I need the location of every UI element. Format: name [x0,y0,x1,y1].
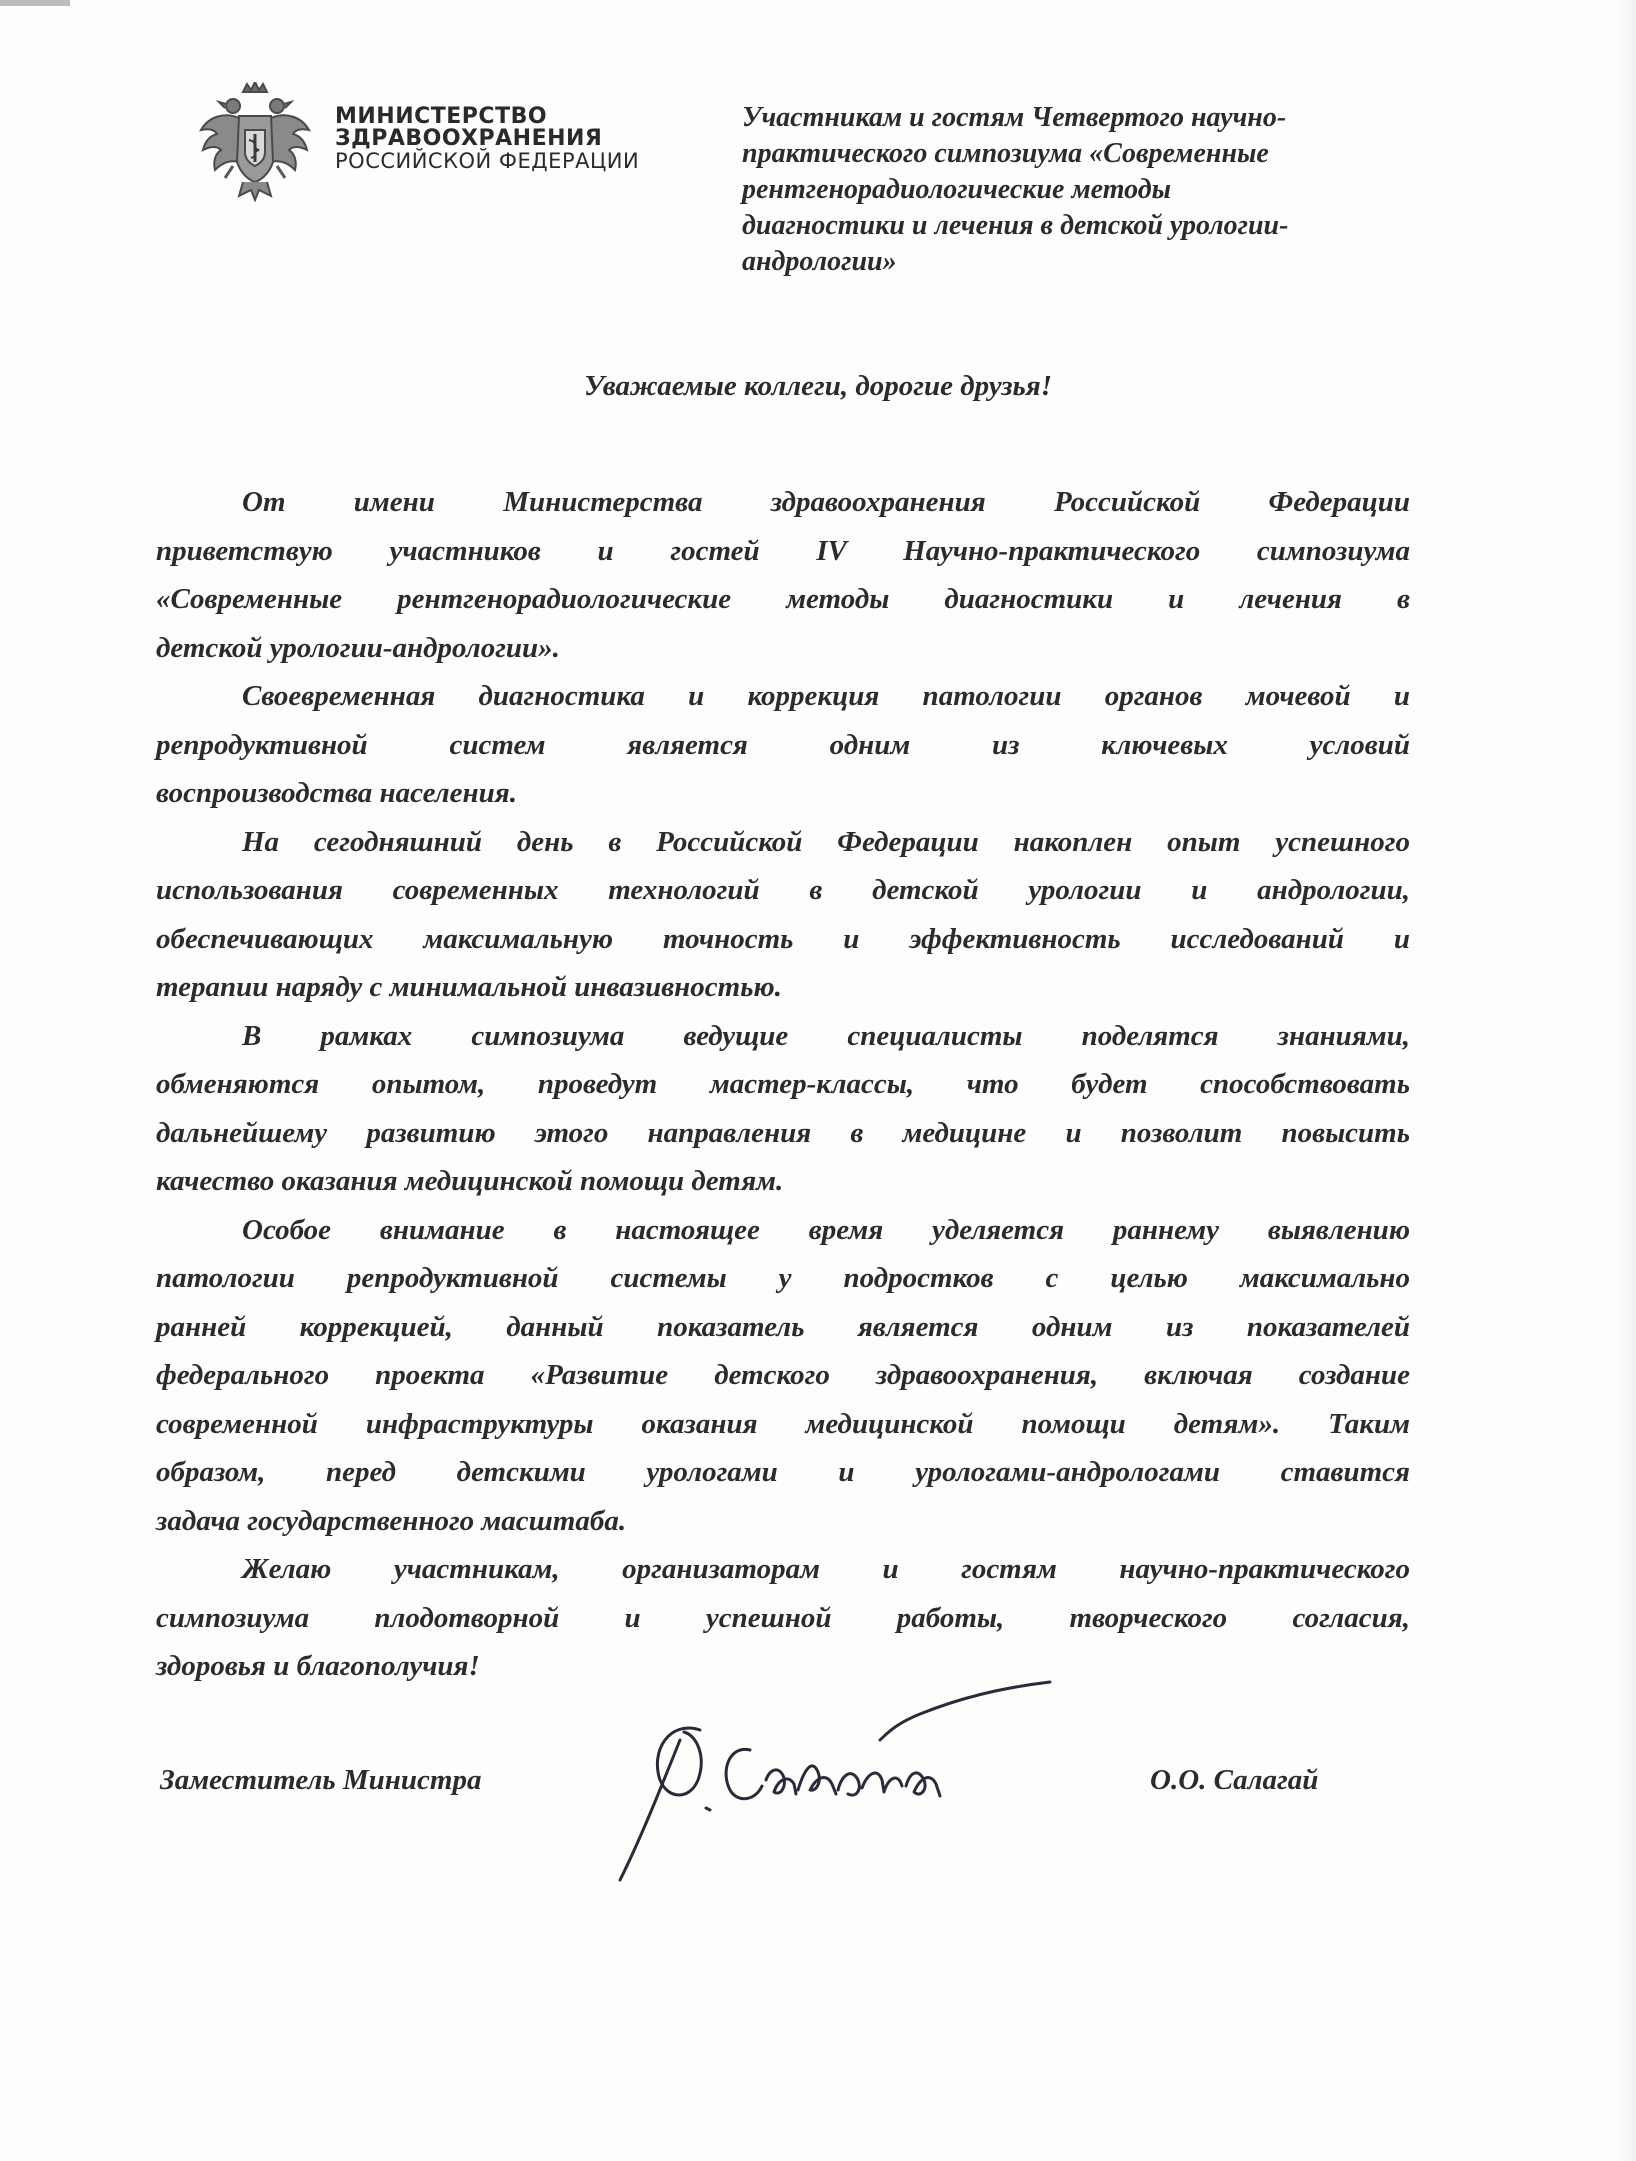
paragraph-line: От имени Министерства здравоохранения Российской Федерации [242,486,1410,518]
emblem-icon [195,82,315,202]
paragraph-line: ранней коррекцией, данный показатель является одним из показателей [156,1310,1410,1343]
paragraph-line: «Современные рентгенорадиологические методы диагностики и лечения в [156,583,1410,615]
signatory-title: Заместитель Министра [160,1764,482,1796]
paragraph-line: образом, перед детскими урологами и урологами-андрологами ставится [156,1456,1410,1488]
paragraph-line: обменяются опытом, проведут мастер-классы, что будет способствовать [156,1068,1410,1100]
paragraph-line: задача государственного масштаба. [156,1504,627,1537]
addressee-line: практического симпозиума «Современные [742,138,1269,169]
ministry-name-line: ЗДРАВООХРАНЕНИЯ [335,126,603,151]
addressee [742,100,1402,280]
paragraph-line: симпозиума плодотворной и успешной работы, творческого согласия, [156,1601,1410,1634]
letterhead [195,82,715,202]
addressee-line: Участникам и гостям Четвертого научно- [742,102,1287,133]
ministry-name [335,106,639,172]
paragraph-line: воспроизводства населения. [156,777,517,809]
paragraph-line: детской урологии-андрологии». [156,631,560,664]
paragraph-line: Особое внимание в настоящее время уделяется раннему выявлению [242,1213,1410,1246]
paragraph-line: здоровья и благополучия! [156,1650,480,1682]
ministry-name-line: МИНИСТЕРСТВО [335,104,548,129]
addressee-line: диагностики и лечения в детской урологии- [742,210,1289,241]
ministry-name-line: РОССИЙСКОЙ ФЕДЕРАЦИИ [335,149,640,173]
paragraph-line: репродуктивной систем является одним из ключевых условий [156,728,1410,761]
signature-icon [580,1640,1100,1900]
paragraph [156,1206,1410,1546]
paragraph-line: использования современных технологий в детской урологии и андрологии, [156,874,1410,906]
addressee-line: рентгенорадиологические методы [742,174,1172,205]
letter-body [156,478,1410,1691]
paragraph [156,1012,1410,1206]
paragraph-line: качество оказания медицинской помощи детям. [156,1165,784,1197]
paragraph [156,672,1410,818]
scan-edge-mark [0,0,70,6]
paragraph-line: В рамках симпозиума ведущие специалисты поделятся знаниями, [242,1019,1410,1052]
paragraph-line: приветствую участников и гостей IV Научно-практического симпозиума [156,534,1410,567]
paragraph-line: современной инфраструктуры оказания медицинской помощи детям». Таким [156,1407,1410,1440]
paragraph-line: терапии наряду с минимальной инвазивностью. [156,971,782,1003]
paragraph-line: Своевременная диагностика и коррекция патологии органов мочевой и [242,680,1410,712]
paragraph [156,818,1410,1012]
addressee-line: андрологии» [742,246,897,277]
scan-edge-shadow [1618,0,1636,2161]
paragraph-line: федерального проекта «Развитие детского здравоохранения, включая создание [156,1359,1410,1391]
paragraph [156,478,1410,672]
paragraph-line: обеспечивающих максимальную точность и эффективность исследований и [156,922,1410,955]
salutation: Уважаемые коллеги, дорогие друзья! [583,370,1053,402]
paragraph-line: дальнейшему развитию этого направления в медицине и позволит повысить [156,1116,1410,1149]
signatory-name: О.О. Салагай [1150,1764,1319,1796]
paragraph-line: На сегодняшний день в Российской Федерации накоплен опыт успешного [242,825,1410,858]
paragraph-line: патологии репродуктивной системы у подростков с целью максимально [156,1262,1410,1294]
paragraph-line: Желаю участникам, организаторам и гостям научно-практического [242,1553,1410,1585]
